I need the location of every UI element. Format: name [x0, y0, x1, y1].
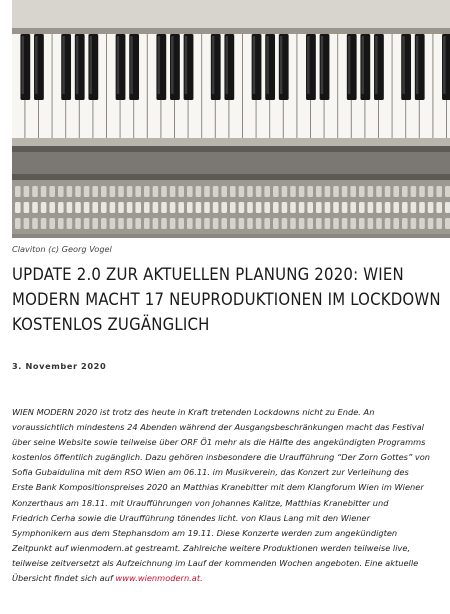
mechanism-hammer [445, 202, 450, 213]
mechanism-hammer [230, 186, 236, 197]
mechanism-hammer [307, 202, 313, 213]
mechanism-hammer [67, 186, 73, 197]
mechanism-hammer [436, 218, 442, 229]
mechanism-hammer [135, 218, 141, 229]
black-key-highlight [348, 36, 350, 94]
mechanism-hammer [178, 202, 184, 213]
mechanism-hammer [204, 218, 210, 229]
mechanism-hammer [110, 218, 116, 229]
mechanism-hammer [221, 186, 227, 197]
mechanism-hammer [350, 202, 356, 213]
mechanism-hammer [135, 186, 141, 197]
mechanism-hammer [393, 218, 399, 229]
mechanism-hammer [290, 202, 296, 213]
mechanism-hammer [75, 186, 81, 197]
mechanism-hammer [247, 186, 253, 197]
mechanism-hammer [144, 202, 150, 213]
mechanism-hammer [49, 218, 55, 229]
mechanism-hammer [359, 202, 365, 213]
black-key-highlight [375, 36, 377, 94]
body-line: Symphonikern aus dem Stephansdom am 19.11. Diese Konzerte werden zum angekündigten [12, 527, 398, 538]
mechanism-hammer [230, 202, 236, 213]
mechanism-hammer [153, 186, 159, 197]
mechanism-hammer [32, 186, 38, 197]
mechanism-hammer [239, 186, 245, 197]
mechanism-hammer [67, 202, 73, 213]
mechanism-hammer [58, 202, 64, 213]
wienmodern-link[interactable]: www.wienmodern.at [115, 573, 201, 584]
black-key-highlight [253, 36, 255, 94]
mechanism-hammer [67, 218, 73, 229]
mechanism-hammer [256, 202, 262, 213]
mechanism-hammer [316, 202, 322, 213]
mechanism-hammer [350, 186, 356, 197]
mechanism-hammer [325, 186, 331, 197]
mechanism-hammer [247, 218, 253, 229]
mechanism-hammer [118, 186, 124, 197]
body-line: Erste Bank Kompositionspreises 2020 an Matthias Kranebitter mit dem Klangforum Wien im Wiener [12, 482, 424, 493]
mechanism-hammer [84, 202, 90, 213]
hero-image [12, 0, 450, 238]
mechanism-hammer [101, 186, 107, 197]
mechanism-hammer [24, 202, 30, 213]
mechanism-hammer [101, 218, 107, 229]
mechanism-hammer [402, 218, 408, 229]
mechanism-hammer [393, 186, 399, 197]
mechanism-hammer [118, 218, 124, 229]
mechanism-hammer [359, 218, 365, 229]
mechanism-hammer [178, 218, 184, 229]
mechanism-hammer [273, 186, 279, 197]
mechanism-hammer [385, 218, 391, 229]
mechanism-hammer [196, 202, 202, 213]
mechanism-hammer [75, 218, 81, 229]
black-key-highlight [117, 36, 119, 94]
mechanism-hammer [213, 218, 219, 229]
mechanism-hammer [110, 186, 116, 197]
mechanism-hammer [24, 186, 30, 197]
body-line: kostenlos öffentlich zugänglich. Dazu gehören insbesondere die Uraufführung “Der Zorn Gottes” von [12, 452, 431, 463]
black-key-highlight [212, 36, 214, 94]
mechanism-hammer [393, 202, 399, 213]
mechanism-hammer [221, 218, 227, 229]
mechanism-hammer [170, 218, 176, 229]
piano-keyboard-photo [12, 0, 450, 238]
mechanism-hammer [127, 202, 133, 213]
mechanism-hammer [213, 186, 219, 197]
black-key-highlight [62, 36, 64, 94]
mechanism-hammer [445, 186, 450, 197]
mechanism-hammer [213, 202, 219, 213]
black-key-highlight [362, 36, 364, 94]
mechanism-hammer [110, 202, 116, 213]
mechanism-hammer [204, 186, 210, 197]
mechanism-hammer [376, 186, 382, 197]
mechanism-hammer [368, 202, 374, 213]
mechanism-hammer [282, 186, 288, 197]
mechanism-hammer [135, 202, 141, 213]
black-key-highlight [35, 36, 37, 94]
key-lip [12, 138, 450, 146]
mechanism-hammer [41, 186, 47, 197]
mechanism-hammer [92, 218, 98, 229]
mechanism-hammer [58, 186, 64, 197]
mechanism-hammer [385, 202, 391, 213]
key-bed [12, 152, 450, 174]
mechanism-hammer [118, 202, 124, 213]
mechanism-hammer [411, 186, 417, 197]
mechanism-hammer [316, 186, 322, 197]
mechanism-hammer [15, 186, 21, 197]
mechanism-hammer [92, 202, 98, 213]
mechanism-hammer [436, 186, 442, 197]
mechanism-hammer [15, 218, 21, 229]
mechanism-hammer [264, 202, 270, 213]
mechanism-hammer [58, 218, 64, 229]
mechanism-hammer [411, 202, 417, 213]
mechanism-hammer [101, 202, 107, 213]
body-line-last [12, 571, 450, 586]
mechanism-hammer [376, 218, 382, 229]
mechanism-hammer [187, 202, 193, 213]
mechanism-hammer [368, 218, 374, 229]
mechanism-hammer [342, 218, 348, 229]
mechanism-hammer [161, 202, 167, 213]
mechanism-hammer [170, 202, 176, 213]
mechanism-hammer [49, 186, 55, 197]
mechanism-hammer [153, 202, 159, 213]
mechanism-hammer [333, 202, 339, 213]
mechanism-hammer [282, 218, 288, 229]
mechanism-hammer [350, 218, 356, 229]
article-date: 3. November 2020 [12, 361, 107, 371]
mechanism-hammer [15, 202, 21, 213]
mechanism-hammer [239, 202, 245, 213]
mechanism-hammer [290, 186, 296, 197]
mechanism-hammer [178, 186, 184, 197]
body-line: Konzerthaus am 18.11. mit Uraufführungen von Johannes Kalitze, Matthias Kranebitter und [12, 497, 389, 508]
mechanism-hammer [230, 218, 236, 229]
mechanism-hammer [221, 202, 227, 213]
mechanism-hammer [84, 218, 90, 229]
mechanism-hammer [342, 186, 348, 197]
mechanism-hammer [376, 202, 382, 213]
mechanism-hammer [428, 186, 434, 197]
mechanism-hammer [32, 218, 38, 229]
mechanism-hammer [84, 186, 90, 197]
mechanism-base [12, 234, 450, 238]
mechanism-hammer [333, 186, 339, 197]
mechanism-hammer [273, 202, 279, 213]
mechanism-hammer [256, 186, 262, 197]
body-line: WIEN MODERN 2020 ist trotz des heute in Kraft tretenden Lockdowns nicht zu Ende. An [12, 407, 375, 417]
mechanism-hammer [273, 218, 279, 229]
body-line: voraussichtlich mindestens 24 Abenden während der Ausgangsbeschränkungen macht das Festival [12, 422, 424, 433]
black-key-highlight [22, 36, 24, 94]
mechanism-hammer [41, 202, 47, 213]
mechanism-hammer [325, 218, 331, 229]
mechanism-hammer [144, 186, 150, 197]
mechanism-hammer [428, 202, 434, 213]
black-key-highlight [266, 36, 268, 94]
body-line: Sofia Gubaidulina mit dem RSO Wien am 06.11. im Musikverein, das Konzert zur Verleihung des [12, 467, 409, 478]
mechanism-hammer [290, 218, 296, 229]
mechanism-hammer [92, 186, 98, 197]
image-caption: Claviton (c) Georg Vogel [12, 244, 112, 254]
mechanism-hammer [282, 202, 288, 213]
black-key-highlight [402, 36, 404, 94]
mechanism-hammer [428, 218, 434, 229]
mechanism-hammer [41, 218, 47, 229]
mechanism-hammer [307, 186, 313, 197]
black-key-highlight [130, 36, 132, 94]
body-last-suffix: . [200, 573, 203, 584]
black-key-highlight [90, 36, 92, 94]
mechanism-hammer [239, 218, 245, 229]
mechanism-hammer [368, 186, 374, 197]
black-key-highlight [416, 36, 418, 94]
mechanism-hammer [196, 218, 202, 229]
black-key-highlight [321, 36, 323, 94]
mechanism-hammer [307, 218, 313, 229]
black-key-highlight [226, 36, 228, 94]
mechanism-hammer [144, 218, 150, 229]
body-line: Friedrich Cerha sowie die Uraufführung tönendes licht. von Klaus Lang mit den Wiener [12, 512, 370, 523]
mechanism-hammer [187, 218, 193, 229]
mechanism-hammer [153, 218, 159, 229]
piano-lid-edge [12, 28, 450, 34]
mechanism-hammer [299, 186, 305, 197]
mechanism-hammer [264, 186, 270, 197]
black-key-highlight [280, 36, 282, 94]
mechanism-hammer [411, 218, 417, 229]
body-line: Zeitpunkt auf wienmodern.at gestreamt. Zahlreiche weitere Produktionen werden teilweise live, [12, 542, 411, 553]
mechanism-hammer [49, 202, 55, 213]
mechanism-hammer [127, 186, 133, 197]
mechanism-hammer [402, 202, 408, 213]
mechanism-hammer [75, 202, 81, 213]
black-key-highlight [443, 36, 445, 94]
mechanism-hammer [161, 186, 167, 197]
mechanism-hammer [333, 218, 339, 229]
mechanism-hammer [419, 202, 425, 213]
mechanism-hammer [299, 202, 305, 213]
mechanism-hammer [127, 218, 133, 229]
mechanism-hammer [402, 186, 408, 197]
mechanism-hammer [247, 202, 253, 213]
mechanism-hammer [204, 202, 210, 213]
mechanism-hammer [24, 218, 30, 229]
mechanism-hammer [256, 218, 262, 229]
black-key-highlight [158, 36, 160, 94]
mechanism-hammer [385, 186, 391, 197]
mechanism-hammer [196, 186, 202, 197]
article-body [12, 405, 450, 586]
piano-lid [12, 0, 450, 32]
mechanism-hammer [299, 218, 305, 229]
mechanism-hammer [161, 218, 167, 229]
mechanism-hammer [342, 202, 348, 213]
mechanism-hammer [316, 218, 322, 229]
body-line: über seine Website sowie teilweise über ORF Ö1 mehr als die Hälfte des angekündigten Programms [12, 437, 426, 448]
black-key-highlight [171, 36, 173, 94]
article-headline: UPDATE 2.0 ZUR AKTUELLEN PLANUNG 2020: WIEN MODERN MACHT 17 NEUPRODUKTIONEN IM LOCKDOWN KOSTENLOS ZUGÄNGLICH [12, 265, 441, 334]
mechanism-hammer [264, 218, 270, 229]
black-key-highlight [76, 36, 78, 94]
mechanism-hammer [187, 186, 193, 197]
mechanism-hammer [445, 218, 450, 229]
mechanism-hammer [419, 218, 425, 229]
mechanism-hammer [359, 186, 365, 197]
mechanism-hammer [32, 202, 38, 213]
mechanism-hammer [170, 186, 176, 197]
black-key-highlight [185, 36, 187, 94]
body-line: teilweise zeitversetzt als Aufzeichnung im Lauf der kommenden Wochen angeboten. Eine aktuelle [12, 557, 419, 568]
mechanism-hammer [419, 186, 425, 197]
body-last-prefix: Übersicht findet sich auf [12, 573, 116, 584]
mechanism-hammer [436, 202, 442, 213]
black-key-highlight [307, 36, 309, 94]
mechanism-hammer [325, 202, 331, 213]
